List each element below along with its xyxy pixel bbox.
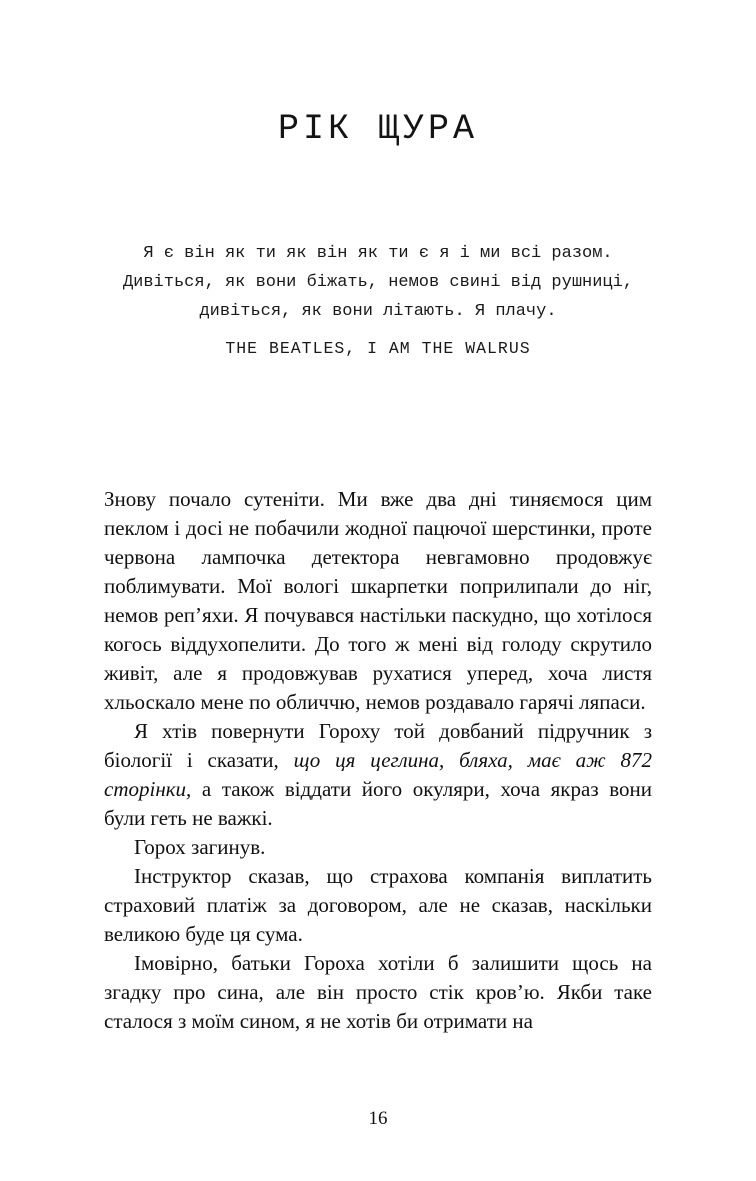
paragraph-text-italic: що ця цеглина, бляха, має аж 872 сторінки, <box>104 747 652 801</box>
paragraph-text: Знову почало сутеніти. Ми вже два дні тиняємося цим пеклом і досі не побачили жодної пацючої шерстинки, проте червона лампочка детектора невгамовно продовжує поблимувати. Мої вологі шкарпетки поприлипали до ніг, немов реп’яхи. Я почувався настільки паскудно, що хотілося когось віддухопелити. До того ж мені від голоду скрутило живіт, але я продовжував рухатися уперед, хоча листя хльоскало мене по обличчю, немов роздавало гарячі ляпаси. <box>104 486 652 714</box>
paragraph <box>104 949 652 1036</box>
paragraph-text: а також віддати його окуляри, хоча якраз вони були геть не важкі. <box>104 776 652 830</box>
paragraph-text: Імовірно, батьки Гороха хотіли б залишити щось на згадку про сина, але він просто стік кров’ю. Якби таке сталося з моїм сином, я не хотів би отримати на <box>104 950 652 1033</box>
epigraph-line: Я є він як ти як він як ти є я і ми всі разом. <box>143 243 613 263</box>
page-number: 16 <box>368 1108 388 1129</box>
paragraph-text: Горох загинув. <box>134 834 266 859</box>
paragraph <box>104 862 652 949</box>
epigraph-line: дивіться, як вони літають. Я плачу. <box>199 301 557 321</box>
epigraph <box>0 239 756 363</box>
paragraph <box>104 833 652 862</box>
epigraph-line: Дивіться, як вони біжать, немов свині від рушниці, <box>122 272 634 292</box>
paragraph-text: Я хтів повернути Гороху той довбаний підручник з біології і сказати, <box>104 718 652 772</box>
paragraph-text: Інструктор сказав, що страхова компанія виплатить страховий платіж за договором, але не сказав, наскільки великою буде ця сума. <box>104 863 652 946</box>
paragraph <box>104 717 652 833</box>
epigraph-attribution: THE BEATLES, I AM THE WALRUS <box>225 338 531 358</box>
body-text <box>104 485 652 1036</box>
chapter-title: РІК ЩУРА <box>277 109 479 149</box>
paragraph <box>104 485 652 717</box>
